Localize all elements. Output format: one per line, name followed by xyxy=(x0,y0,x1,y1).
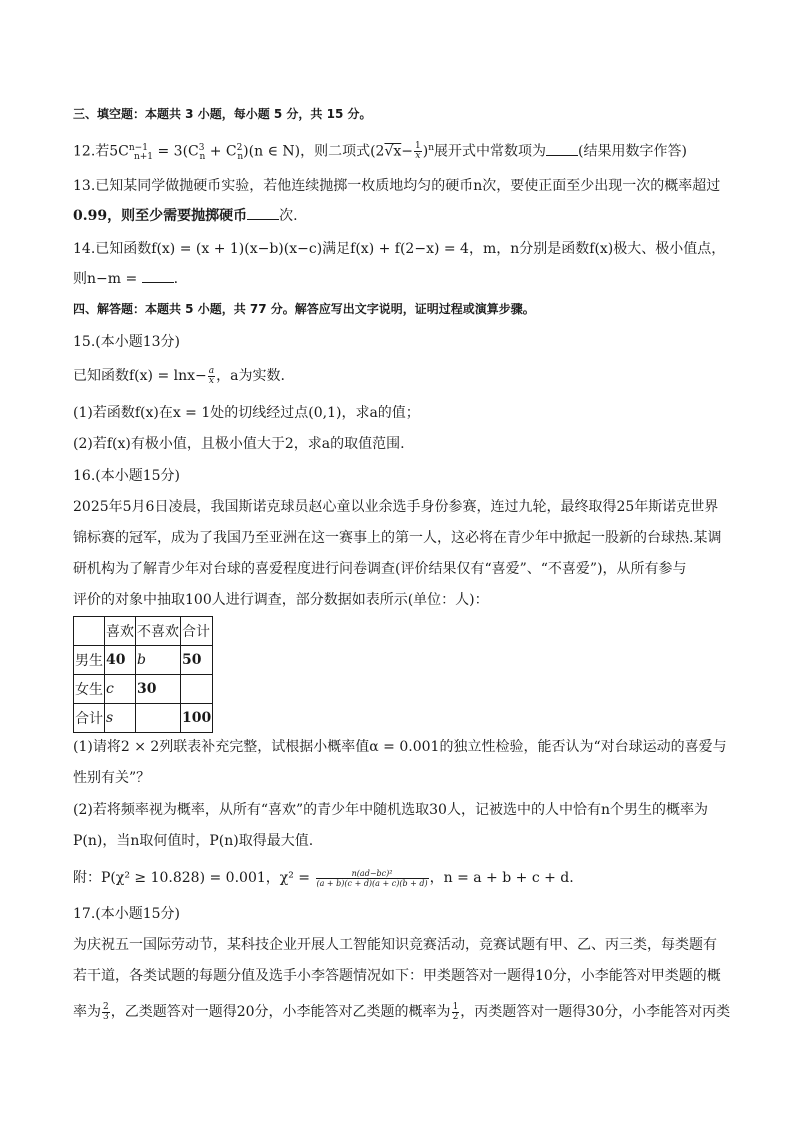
question-16-part-1-line-2: 性别有关”？ xyxy=(73,770,151,786)
question-17-title: 17.(本小题15分) xyxy=(73,906,181,922)
question-16-para-3: 研机构为了解青少年对台球的喜爱程度进行问卷调查(评价结果仅有“喜爱”、“不喜爱”)，从所有参与 xyxy=(73,561,687,577)
question-17-line-3: 率为 $\frac{2}{3}$ ，乙类题答对一题得20分，小李能答对乙类题的概率为 $\frac{1}{2}$ ，丙类题答对一题得30分，小李能答对丙类 xyxy=(73,1001,731,1022)
table-cell: 100 xyxy=(181,704,213,733)
question-16-para-1: 2025年5月6日凌晨，我国斯诺克球员赵心童以业余选手身份参赛，连过九轮，最终取得25年斯诺克世界 xyxy=(73,499,719,515)
question-16-part-2-line-1: (2)若将频率视为概率，从所有“喜欢”的青少年中随机选取30人，记被选中的人中恰有n个男生的概率为 xyxy=(73,802,708,818)
answer-blank[interactable] xyxy=(546,141,578,156)
question-14-line-2: 则n−m = . xyxy=(73,268,178,290)
table-row xyxy=(74,646,213,675)
table-cell: b xyxy=(136,646,181,675)
question-16-appendix: 附：P(χ² ≥ 10.828) = 0.001，χ² = $\frac{\text{n(ad−bc)²}}{(a + b)(c + d)(a + c)(b + d)}$ ，n = a + b + c + d. xyxy=(73,868,574,888)
table-cell: s xyxy=(105,704,136,733)
fraction: $\frac{1}{x}$ xyxy=(415,141,421,162)
table-cell: 女生 xyxy=(74,675,105,704)
question-13-line-1: 13.已知某同学做抛硬币实验，若他连续抛掷一枚质地均匀的硬币n次，要使正面至少出现一次的概率超过 xyxy=(73,178,721,194)
question-15-part-1: (1)若函数f(x)在x = 1处的切线经过点(0,1)，求a的值； xyxy=(73,405,420,421)
fraction: $\frac{1}{2}$ xyxy=(452,1001,459,1022)
contingency-table xyxy=(73,616,213,733)
table-cell: c xyxy=(105,675,136,704)
table-cell xyxy=(136,704,181,733)
question-17-line-1: 为庆祝五一国际劳动节，某科技企业开展人工智能知识竞赛活动，竞赛试题有甲、乙、丙三类，每类题有 xyxy=(73,937,717,953)
table-row xyxy=(74,675,213,704)
table-cell xyxy=(74,617,105,646)
table-cell: 50 xyxy=(181,646,213,675)
answer-blank[interactable] xyxy=(247,205,279,220)
question-13-line-2: 0.99，则至少需要抛掷硬币 次. xyxy=(73,205,298,227)
question-16-para-2: 锦标赛的冠军，成为了我国乃至亚洲在这一赛事上的第一人，这必将在青少年中掀起一股新的台球热.某调 xyxy=(73,530,722,546)
table-cell: 合计 xyxy=(74,704,105,733)
table-cell: 喜欢 xyxy=(105,617,136,646)
table-cell: 合计 xyxy=(181,617,213,646)
section-3-heading: 三、填空题：本题共 3 小题，每小题 5 分，共 15 分。 xyxy=(73,107,372,121)
chi-square-formula: $\frac{\text{n(ad−bc)²}}{(a + b)(c + d)(a + c)(b + d)}$ xyxy=(316,868,428,888)
question-15-title: 15.(本小题13分) xyxy=(73,334,181,350)
question-16-part-1-line-1: (1)请将2 × 2列联表补充完整，试根据小概率值α = 0.001的独立性检验，能否认为“对台球运动的喜爱与 xyxy=(73,739,727,755)
table-row xyxy=(74,704,213,733)
question-15-part-2: (2)若f(x)有极小值，且极小值大于2，求a的取值范围. xyxy=(73,436,405,452)
table-cell: 男生 xyxy=(74,646,105,675)
question-16-para-4: 评价的对象中抽取100人进行调查，部分数据如表所示(单位：人)： xyxy=(73,592,489,608)
table-cell: 40 xyxy=(105,646,136,675)
question-16-title: 16.(本小题15分) xyxy=(73,468,181,484)
section-4-heading: 四、解答题：本题共 5 小题，共 77 分。解答应写出文字说明，证明过程或演算步骤。 xyxy=(73,302,535,316)
table-header-row xyxy=(74,617,213,646)
table-cell: 不喜欢 xyxy=(136,617,181,646)
table-cell xyxy=(181,675,213,704)
answer-blank[interactable] xyxy=(142,268,174,283)
question-14-line-1: 14.已知函数f(x) = (x + 1)(x−b)(x−c)满足f(x) + f(2−x) = 4，m，n分别是函数f(x)极大、极小值点， xyxy=(73,241,726,257)
question-17-line-2: 若干道，各类试题的每题分值及选手小李答题情况如下：甲类题答对一题得10分，小李能答对甲类题的概 xyxy=(73,968,721,984)
question-16-part-2-line-2: P(n)，当n取何值时，P(n)取得最大值. xyxy=(73,833,314,849)
table-cell: 30 xyxy=(136,675,181,704)
question-12: 12.若$5C^{n-1}_{n+1} = 3(C^3_n + C^2_n)(n$ ∈ N)，则二项式(2√x− $\frac{1}{x}$ )$^n$展开式中常数项为 (结果用数字作答) xyxy=(73,141,687,163)
question-15-stem: 已知函数f(x) = lnx− $\frac{a}{x}$ ，a为实数. xyxy=(73,365,285,386)
fraction: $\frac{a}{x}$ xyxy=(208,365,215,386)
fraction: $\frac{2}{3}$ xyxy=(103,1001,109,1022)
